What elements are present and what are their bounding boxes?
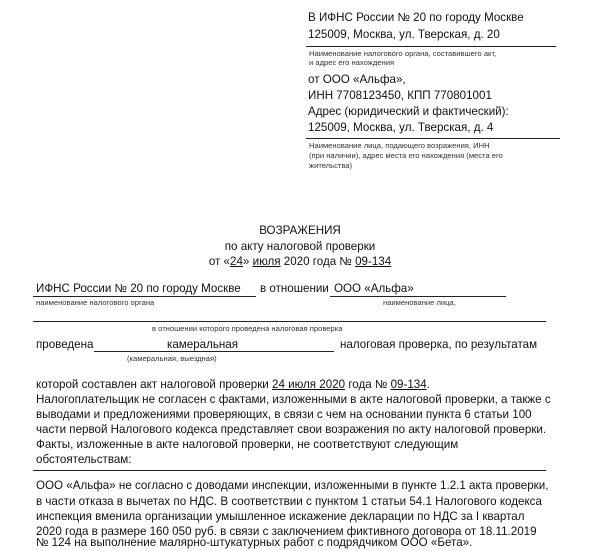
section-divider [33,470,546,471]
sender-caption-1: Наименование лица, подающего возражения, ИНН [309,141,490,150]
recipient-caption-2: и адрес его нахождения [309,58,395,67]
subject-value: ООО «Альфа» [334,282,414,295]
sender-caption-3: жительства) [309,161,353,170]
document-date-line [0,254,600,270]
audit-type-caption: (камеральная, выездная) [127,354,217,363]
audit-type-value: камеральная [167,338,239,351]
date-mid: » [242,255,253,268]
act-number-ref: 09-134 [390,378,427,391]
para2-line-2: в части отказа в вычетах по НДС. В соответствии с пунктом 1 статьи 54.1 Налогового кодекса [36,495,542,508]
recipient-address: 125009, Москва, ул. Тверская, д. 20 [308,28,500,41]
whom-caption: в отношении которого проведена налоговая проверка [152,324,343,333]
para1-line-3: части первой Налогового кодекса представляет свои возражения по акту налоговой проверки. [36,423,547,436]
authority-caption: наименование налогового органа [36,298,155,307]
para1-line-2: выводами и предложениями проверяющих, в связи с чем на основании пункта 6 статьи 100 [36,408,532,421]
conducted-label: проведена [36,338,94,351]
authority-underline [33,296,256,297]
para1-line-1: Налогоплательщик не согласен с фактами, изложенными в акте налоговой проверки, а также с [36,393,551,406]
results-label: налоговая проверка, по результатам [340,338,538,351]
para2-line-5: № 124 на выполнение малярно-штукатурных работ с подрядчиком ООО «Бета». [36,536,473,549]
date-day: 24 [230,255,243,268]
sender-address: 125009, Москва, ул. Тверская, д. 4 [308,121,494,134]
document-subtitle: по акту налоговой проверки [224,240,376,253]
act-prefix: которой составлен акт налоговой проверки [36,378,272,391]
sender-caption-2: (при наличии), адрес места его нахождения (места его [309,151,503,160]
act-line [36,377,430,393]
para1-line-4: Факты, изложенные в акте налоговой проверки, не соответствуют следующим [36,438,459,451]
sender-name: от ООО «Альфа», [308,73,406,86]
sender-underline [306,138,560,139]
para2-line-1: ООО «Альфа» не согласно с доводами инспекции, изложенными в пункте 1.2.1 акта проверки, [36,479,549,492]
recipient-name: В ИФНС России № 20 по городу Москве [308,11,524,24]
act-mid: года № [345,378,391,391]
blank-line [33,321,546,322]
para2-line-4: 2020 года в размере 160 050 руб. в связи с заключением фиктивного договора от 18.11.2019 [36,525,537,538]
para2-line-3: инспекция вменила организации умышленное искажение декларации по НДС за I квартал [36,510,525,523]
act-suffix: . [426,378,430,391]
document-title: ВОЗРАЖЕНИЯ [259,224,341,237]
subject-underline [330,296,506,297]
subject-caption: наименование лица, [383,298,456,307]
date-suffix: 2020 года № [280,255,356,268]
date-month: июля [252,255,281,268]
sender-tax-ids: ИНН 7708123450, КПП 770801001 [308,89,492,102]
in-relation-label: в отношении [260,282,329,295]
date-prefix: от « [208,255,231,268]
sender-address-label: Адрес (юридический и фактический): [308,105,509,118]
act-date: 24 июля 2020 [272,378,346,391]
authority-value: ИФНС России № 20 по городу Москве [36,282,241,295]
recipient-caption-1: Наименование налогового органа, составившего акт, [309,49,497,58]
recipient-underline [306,46,556,47]
para1-line-5: обстоятельствам: [36,453,132,466]
act-number: 09-134 [355,255,392,268]
